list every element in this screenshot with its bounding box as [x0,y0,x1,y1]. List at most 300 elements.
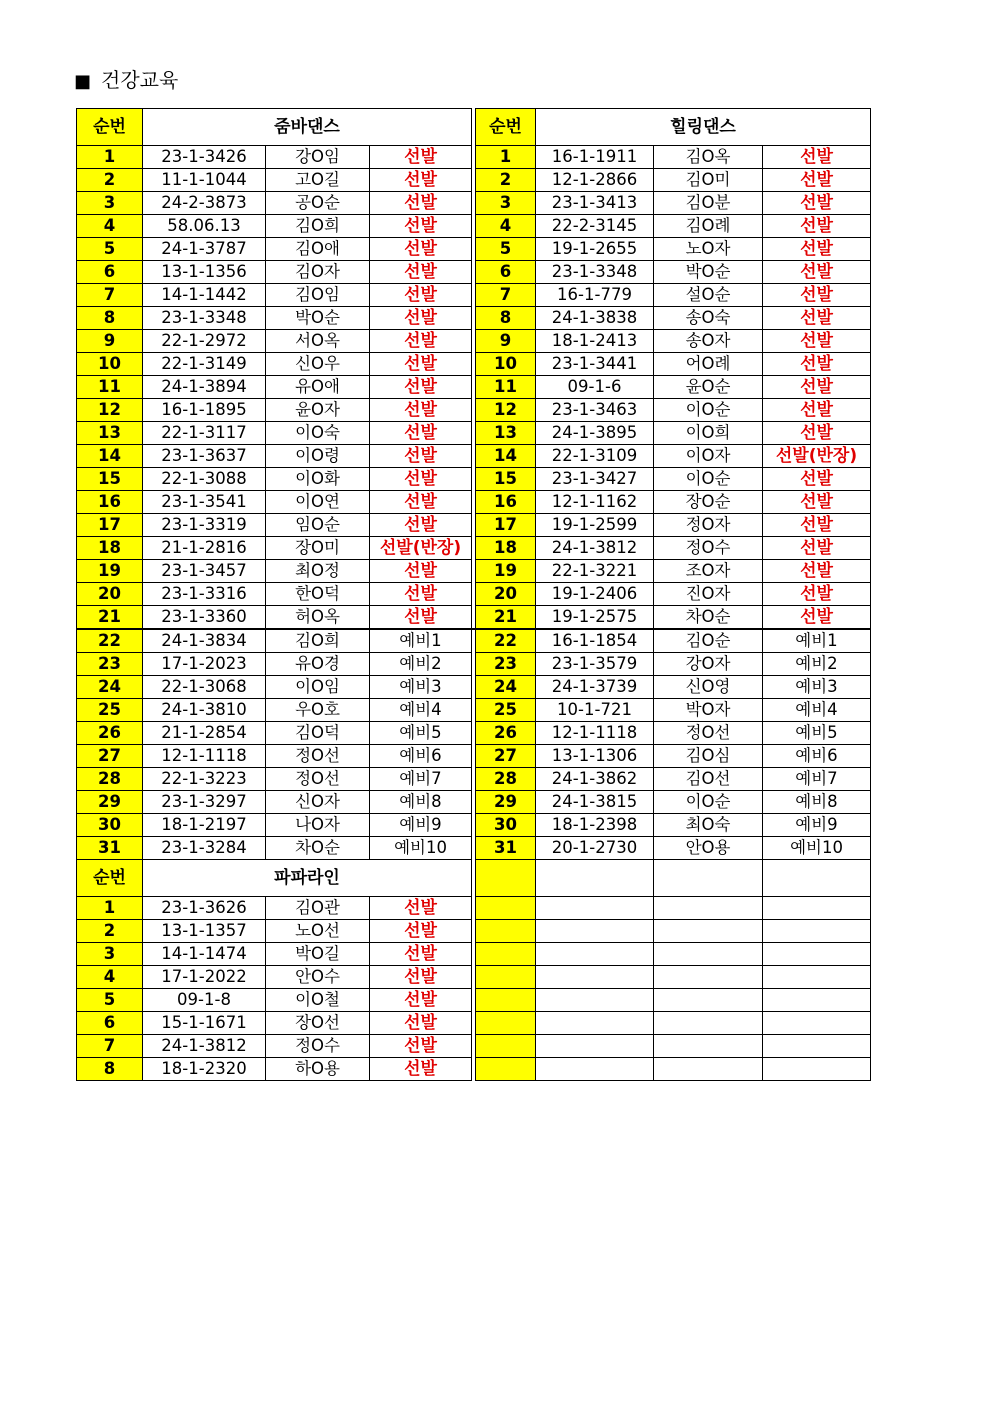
selection-status: 선발 [370,1012,472,1035]
row-number: 31 [476,837,536,860]
member-name: 이O연 [266,491,370,514]
row-number: 9 [476,330,536,353]
row-number: 1 [77,897,143,920]
row-number: 6 [476,261,536,284]
member-name: 이O자 [654,445,763,468]
selection-status: 선발 [763,146,871,169]
empty-cell [763,989,871,1012]
member-name: 박O순 [266,307,370,330]
table-row [77,399,871,422]
member-name: 설O순 [654,284,763,307]
roster-table [76,108,871,1081]
member-id: 18-1-2398 [536,814,654,837]
selection-status: 선발 [370,169,472,192]
selection-status: 선발 [763,192,871,215]
row-number: 2 [77,169,143,192]
member-name: 하O용 [266,1058,370,1081]
member-name: 노O선 [266,920,370,943]
row-number: 25 [77,699,143,722]
member-id: 23-1-3319 [143,514,266,537]
selection-status: 선발 [370,307,472,330]
column-header-number: 순번 [77,860,143,897]
selection-status: 예비10 [370,837,472,860]
table-row [77,722,871,745]
row-number: 28 [476,768,536,791]
member-name: 박O순 [654,261,763,284]
member-name: 김O임 [266,284,370,307]
row-number: 13 [476,422,536,445]
selection-status: 예비8 [370,791,472,814]
member-name: 김O분 [654,192,763,215]
row-number: 29 [476,791,536,814]
member-id: 10-1-721 [536,699,654,722]
member-id: 22-1-3221 [536,560,654,583]
row-number: 29 [77,791,143,814]
selection-status: 선발 [370,284,472,307]
row-number: 11 [476,376,536,399]
table-row [77,814,871,837]
member-name: 최O숙 [654,814,763,837]
member-name: 임O순 [266,514,370,537]
empty-cell [654,1012,763,1035]
table-row [77,699,871,722]
member-id: 24-1-3862 [536,768,654,791]
member-id: 24-1-3834 [143,629,266,653]
member-id: 09-1-8 [143,989,266,1012]
member-id: 11-1-1044 [143,169,266,192]
selection-status: 선발 [763,238,871,261]
selection-status: 선발 [763,422,871,445]
member-name: 고O길 [266,169,370,192]
row-number: 5 [77,238,143,261]
member-id: 18-1-2320 [143,1058,266,1081]
table-row [77,376,871,399]
selection-status: 예비3 [763,676,871,699]
member-id: 20-1-2730 [536,837,654,860]
selection-status: 선발 [370,238,472,261]
table-row [77,791,871,814]
empty-number-cell [476,966,536,989]
member-id: 22-1-3068 [143,676,266,699]
empty-cell [536,966,654,989]
page-title-text: 건강교육 [101,68,179,92]
row-number: 5 [77,989,143,1012]
member-id: 24-1-3812 [536,537,654,560]
table-row [77,307,871,330]
row-number: 15 [77,468,143,491]
member-name: 안O수 [266,966,370,989]
member-name: 박O자 [654,699,763,722]
table-row [77,468,871,491]
member-name: 김O애 [266,238,370,261]
member-id: 23-1-3637 [143,445,266,468]
selection-status: 선발 [370,1058,472,1081]
member-id: 22-1-3117 [143,422,266,445]
member-name: 김O희 [266,629,370,653]
member-name: 박O길 [266,943,370,966]
row-number: 8 [77,1058,143,1081]
member-id: 18-1-2413 [536,330,654,353]
empty-cell [763,966,871,989]
selection-status: 선발 [370,491,472,514]
empty-cell [763,1012,871,1035]
row-number: 24 [77,676,143,699]
member-id: 22-1-3149 [143,353,266,376]
row-number: 12 [77,399,143,422]
empty-cell [654,1058,763,1081]
row-number: 7 [77,1035,143,1058]
table-row [77,169,871,192]
row-number: 18 [476,537,536,560]
row-number: 22 [77,629,143,653]
member-name: 강O자 [654,653,763,676]
page-title [74,66,178,96]
member-id: 19-1-2655 [536,238,654,261]
selection-status: 선발 [370,989,472,1012]
member-id: 17-1-2023 [143,653,266,676]
row-number: 27 [476,745,536,768]
table-row [77,629,871,653]
member-id: 19-1-2599 [536,514,654,537]
table-row [77,1058,871,1081]
member-id: 23-1-3348 [536,261,654,284]
selection-status: 예비7 [370,768,472,791]
empty-cell [536,860,654,897]
selection-status: 선발 [370,514,472,537]
selection-status: 예비9 [763,814,871,837]
row-number: 8 [476,307,536,330]
program-title: 줌바댄스 [143,109,472,146]
program-title: 파파라인 [143,860,472,897]
member-id: 23-1-3541 [143,491,266,514]
table-row [77,192,871,215]
empty-cell [654,966,763,989]
empty-cell [763,1058,871,1081]
member-id: 22-1-3109 [536,445,654,468]
member-name: 차O순 [654,606,763,630]
selection-status: 선발 [370,943,472,966]
row-number: 25 [476,699,536,722]
selection-status: 예비2 [763,653,871,676]
member-name: 장O선 [266,1012,370,1035]
selection-status: 선발 [370,422,472,445]
table-row [77,261,871,284]
selection-status: 선발 [763,284,871,307]
row-number: 2 [476,169,536,192]
member-name: 이O숙 [266,422,370,445]
empty-cell [536,1035,654,1058]
row-number: 26 [476,722,536,745]
row-number: 7 [476,284,536,307]
member-name: 이O령 [266,445,370,468]
selection-status: 선발 [763,606,871,630]
member-name: 최O정 [266,560,370,583]
member-name: 이O임 [266,676,370,699]
member-id: 16-1-1911 [536,146,654,169]
member-id: 21-1-2816 [143,537,266,560]
selection-status: 예비6 [763,745,871,768]
member-id: 09-1-6 [536,376,654,399]
selection-status: 선발 [370,146,472,169]
empty-cell [536,920,654,943]
row-number: 28 [77,768,143,791]
table-row [77,768,871,791]
member-name: 장O미 [266,537,370,560]
table-row [77,330,871,353]
member-name: 노O자 [654,238,763,261]
row-number: 31 [77,837,143,860]
member-id: 14-1-1442 [143,284,266,307]
member-id: 12-1-1118 [536,722,654,745]
member-name: 김O자 [266,261,370,284]
table-row [77,897,871,920]
empty-number-cell [476,1035,536,1058]
row-number: 30 [476,814,536,837]
selection-status: 선발 [370,192,472,215]
member-name: 송O자 [654,330,763,353]
member-name: 김O덕 [266,722,370,745]
row-number: 11 [77,376,143,399]
selection-status: 선발 [370,376,472,399]
empty-number-cell [476,920,536,943]
row-number: 4 [77,215,143,238]
table-row [77,653,871,676]
selection-status: 선발 [370,966,472,989]
member-id: 23-1-3427 [536,468,654,491]
member-id: 16-1-779 [536,284,654,307]
member-name: 정O선 [266,768,370,791]
member-name: 공O순 [266,192,370,215]
member-id: 13-1-1357 [143,920,266,943]
member-id: 21-1-2854 [143,722,266,745]
row-number: 12 [476,399,536,422]
member-id: 24-1-3739 [536,676,654,699]
member-id: 22-1-3223 [143,768,266,791]
selection-status: 선발 [763,353,871,376]
member-name: 정O자 [654,514,763,537]
selection-status: 예비7 [763,768,871,791]
empty-number-cell [476,989,536,1012]
member-name: 김O미 [654,169,763,192]
member-name: 신O영 [654,676,763,699]
member-name: 이O철 [266,989,370,1012]
table-row [77,353,871,376]
member-id: 23-1-3297 [143,791,266,814]
row-number: 6 [77,1012,143,1035]
row-number: 10 [476,353,536,376]
row-number: 7 [77,284,143,307]
selection-status: 예비8 [763,791,871,814]
member-name: 김O심 [654,745,763,768]
row-number: 14 [476,445,536,468]
member-id: 24-1-3838 [536,307,654,330]
selection-status: 예비4 [370,699,472,722]
table-row [77,745,871,768]
member-id: 18-1-2197 [143,814,266,837]
row-number: 2 [77,920,143,943]
selection-status: 선발 [370,468,472,491]
member-id: 23-1-3284 [143,837,266,860]
table-row [77,1035,871,1058]
member-id: 16-1-1895 [143,399,266,422]
empty-cell [654,860,763,897]
row-number: 23 [476,653,536,676]
member-name: 어O례 [654,353,763,376]
row-number: 27 [77,745,143,768]
header-row [77,109,871,146]
member-id: 12-1-1118 [143,745,266,768]
selection-status: 예비2 [370,653,472,676]
selection-status: 선발 [763,491,871,514]
member-id: 16-1-1854 [536,629,654,653]
row-number: 15 [476,468,536,491]
member-id: 15-1-1671 [143,1012,266,1035]
selection-status: 선발 [370,1035,472,1058]
selection-status: 예비5 [763,722,871,745]
empty-cell [763,860,871,897]
member-id: 23-1-3463 [536,399,654,422]
table-row [77,238,871,261]
table-row [77,1012,871,1035]
selection-status: 선발 [370,353,472,376]
member-name: 김O옥 [654,146,763,169]
member-name: 김O관 [266,897,370,920]
member-name: 이O순 [654,399,763,422]
row-number: 21 [77,606,143,630]
member-id: 23-1-3579 [536,653,654,676]
selection-status: 선발 [763,560,871,583]
empty-cell [654,1035,763,1058]
selection-status: 선발 [763,399,871,422]
member-id: 24-1-3815 [536,791,654,814]
member-id: 22-1-3088 [143,468,266,491]
selection-status: 선발 [370,897,472,920]
empty-cell [763,920,871,943]
selection-status: 선발 [763,376,871,399]
member-name: 한O덕 [266,583,370,606]
table-row [77,514,871,537]
member-name: 안O용 [654,837,763,860]
empty-cell [654,920,763,943]
selection-status: 예비6 [370,745,472,768]
row-number: 13 [77,422,143,445]
selection-status: 예비10 [763,837,871,860]
selection-status: 선발 [370,261,472,284]
member-id: 13-1-1356 [143,261,266,284]
table-row [77,284,871,307]
selection-status: 선발 [763,537,871,560]
row-number: 24 [476,676,536,699]
table-row [77,837,871,860]
selection-status: 선발 [370,445,472,468]
member-name: 김O선 [654,768,763,791]
member-name: 이O순 [654,791,763,814]
member-id: 12-1-1162 [536,491,654,514]
square-bullet-icon: ■ [74,71,92,92]
row-number: 17 [77,514,143,537]
selection-status: 예비1 [370,629,472,653]
row-number: 8 [77,307,143,330]
member-name: 차O순 [266,837,370,860]
selection-status: 선발 [370,399,472,422]
row-number: 26 [77,722,143,745]
member-name: 송O숙 [654,307,763,330]
table-row [77,422,871,445]
empty-cell [654,943,763,966]
table-row [77,537,871,560]
member-name: 정O선 [654,722,763,745]
selection-status: 선발 [370,330,472,353]
table-row [77,989,871,1012]
member-name: 우O호 [266,699,370,722]
selection-status: 선발 [370,920,472,943]
member-name: 허O옥 [266,606,370,630]
table-row [77,215,871,238]
member-id: 19-1-2406 [536,583,654,606]
member-name: 정O수 [654,537,763,560]
selection-status: 선발(반장) [370,537,472,560]
member-name: 김O희 [266,215,370,238]
member-name: 이O희 [654,422,763,445]
row-number: 19 [77,560,143,583]
member-id: 23-1-3348 [143,307,266,330]
member-name: 이O순 [654,468,763,491]
member-id: 22-1-2972 [143,330,266,353]
member-name: 나O자 [266,814,370,837]
selection-status: 선발 [370,560,472,583]
row-number: 17 [476,514,536,537]
member-name: 김O순 [654,629,763,653]
empty-cell [654,897,763,920]
row-number: 16 [476,491,536,514]
member-id: 24-1-3895 [536,422,654,445]
selection-status: 예비1 [763,629,871,653]
member-id: 58.06.13 [143,215,266,238]
row-number: 19 [476,560,536,583]
table-row [77,606,871,630]
member-name: 이O화 [266,468,370,491]
row-number: 1 [77,146,143,169]
member-name: 윤O자 [266,399,370,422]
row-number: 20 [77,583,143,606]
member-id: 23-1-3426 [143,146,266,169]
member-id: 23-1-3413 [536,192,654,215]
selection-status: 예비5 [370,722,472,745]
member-id: 24-1-3894 [143,376,266,399]
selection-status: 선발 [763,330,871,353]
column-header-number: 순번 [476,109,536,146]
row-number: 22 [476,629,536,653]
member-id: 22-2-3145 [536,215,654,238]
member-id: 12-1-2866 [536,169,654,192]
selection-status: 예비3 [370,676,472,699]
member-id: 14-1-1474 [143,943,266,966]
row-number: 6 [77,261,143,284]
row-number: 3 [77,192,143,215]
empty-cell [536,1058,654,1081]
member-name: 서O옥 [266,330,370,353]
column-header-number: 순번 [77,109,143,146]
member-name: 김O례 [654,215,763,238]
member-id: 17-1-2022 [143,966,266,989]
header-row [77,860,871,897]
row-number: 23 [77,653,143,676]
empty-number-cell [476,860,536,897]
row-number: 5 [476,238,536,261]
selection-status: 선발(반장) [763,445,871,468]
row-number: 18 [77,537,143,560]
row-number: 10 [77,353,143,376]
